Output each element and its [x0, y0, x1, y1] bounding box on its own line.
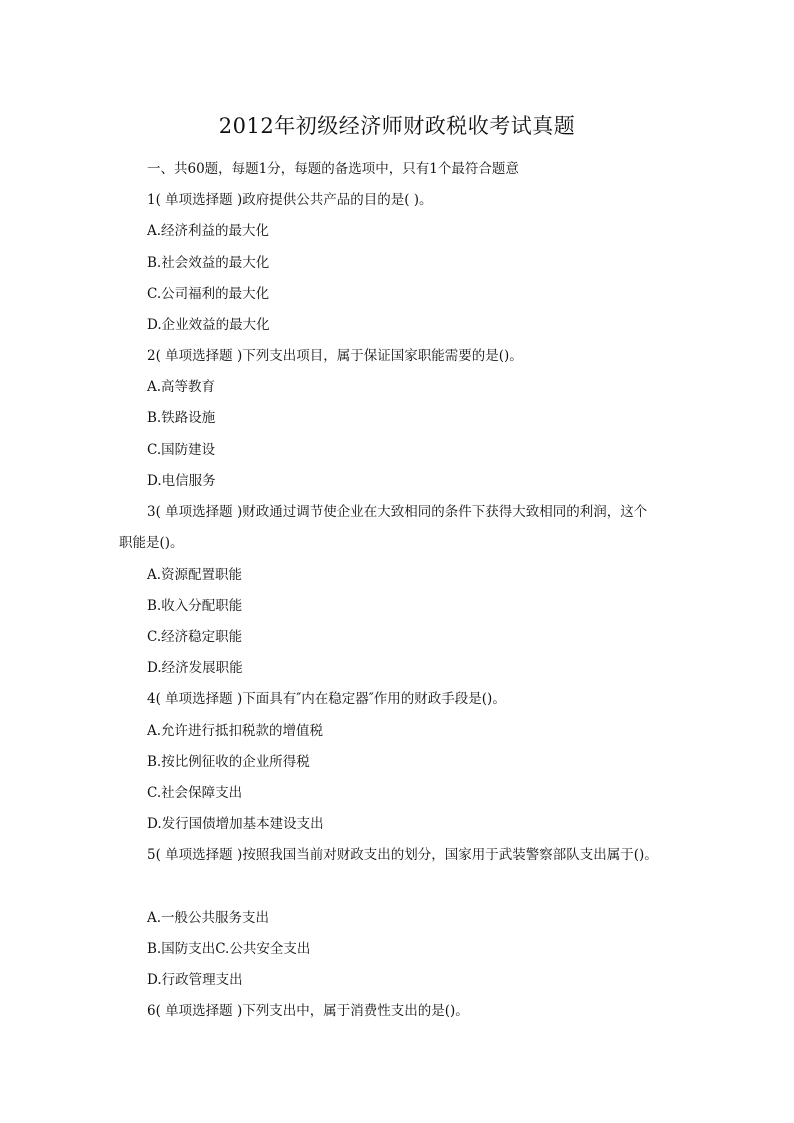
question-6-stem: 6( 单项选择题 )下列支出中，属于消费性支出的是()。: [147, 1003, 469, 1019]
section-intro: 一、共60题，每题1分，每题的备选项中，只有1个最符合题意: [147, 161, 519, 177]
question-5-option-a: A.一般公共服务支出: [147, 910, 270, 926]
question-1-stem: 1( 单项选择题 )政府提供公共产品的目的是( )。: [147, 192, 433, 208]
question-4-stem: 4( 单项选择题 )下面具有″内在稳定器″作用的财政手段是()。: [147, 691, 506, 707]
question-3-option-b: B.收入分配职能: [147, 598, 243, 614]
question-3-option-a: A.资源配置职能: [147, 567, 243, 583]
question-1-option-c: C.公司福利的最大化: [147, 286, 270, 302]
question-5-stem: 5( 单项选择题 )按照我国当前对财政支出的划分，国家用于武装警察部队支出属于()。: [147, 847, 658, 863]
question-2-option-a: A.高等教育: [147, 379, 216, 395]
question-3-stem: 3( 单项选择题 )财政通过调节使企业在大致相同的条件下获得大致相同的利润，这个: [147, 504, 648, 520]
question-4-option-a: A.允许进行抵扣税款的增值税: [147, 723, 324, 739]
question-2-stem: 2( 单项选择题 )下列支出项目，属于保证国家职能需要的是()。: [147, 348, 523, 364]
question-2-option-d: D.电信服务: [147, 473, 216, 489]
question-5-option-d: D.行政管理支出: [147, 972, 243, 988]
question-1-option-d: D.企业效益的最大化: [147, 317, 270, 333]
question-3-option-c: C.经济稳定职能: [147, 629, 243, 645]
question-5-option-b-c: B.国防支出C.公共安全支出: [147, 941, 311, 957]
document-title: 2012年初级经济师财政税收考试真题: [218, 114, 576, 138]
question-4-option-c: C.社会保障支出: [147, 785, 243, 801]
question-4-option-d: D.发行国债增加基本建设支出: [147, 816, 324, 832]
question-3-stem-continued: 职能是()。: [119, 535, 184, 551]
question-3-option-d: D.经济发展职能: [147, 660, 243, 676]
question-1-option-a: A.经济利益的最大化: [147, 223, 270, 239]
question-4-option-b: B.按比例征收的企业所得税: [147, 754, 310, 770]
question-2-option-b: B.铁路设施: [147, 410, 216, 426]
question-2-option-c: C.国防建设: [147, 442, 216, 458]
question-1-option-b: B.社会效益的最大化: [147, 255, 270, 271]
